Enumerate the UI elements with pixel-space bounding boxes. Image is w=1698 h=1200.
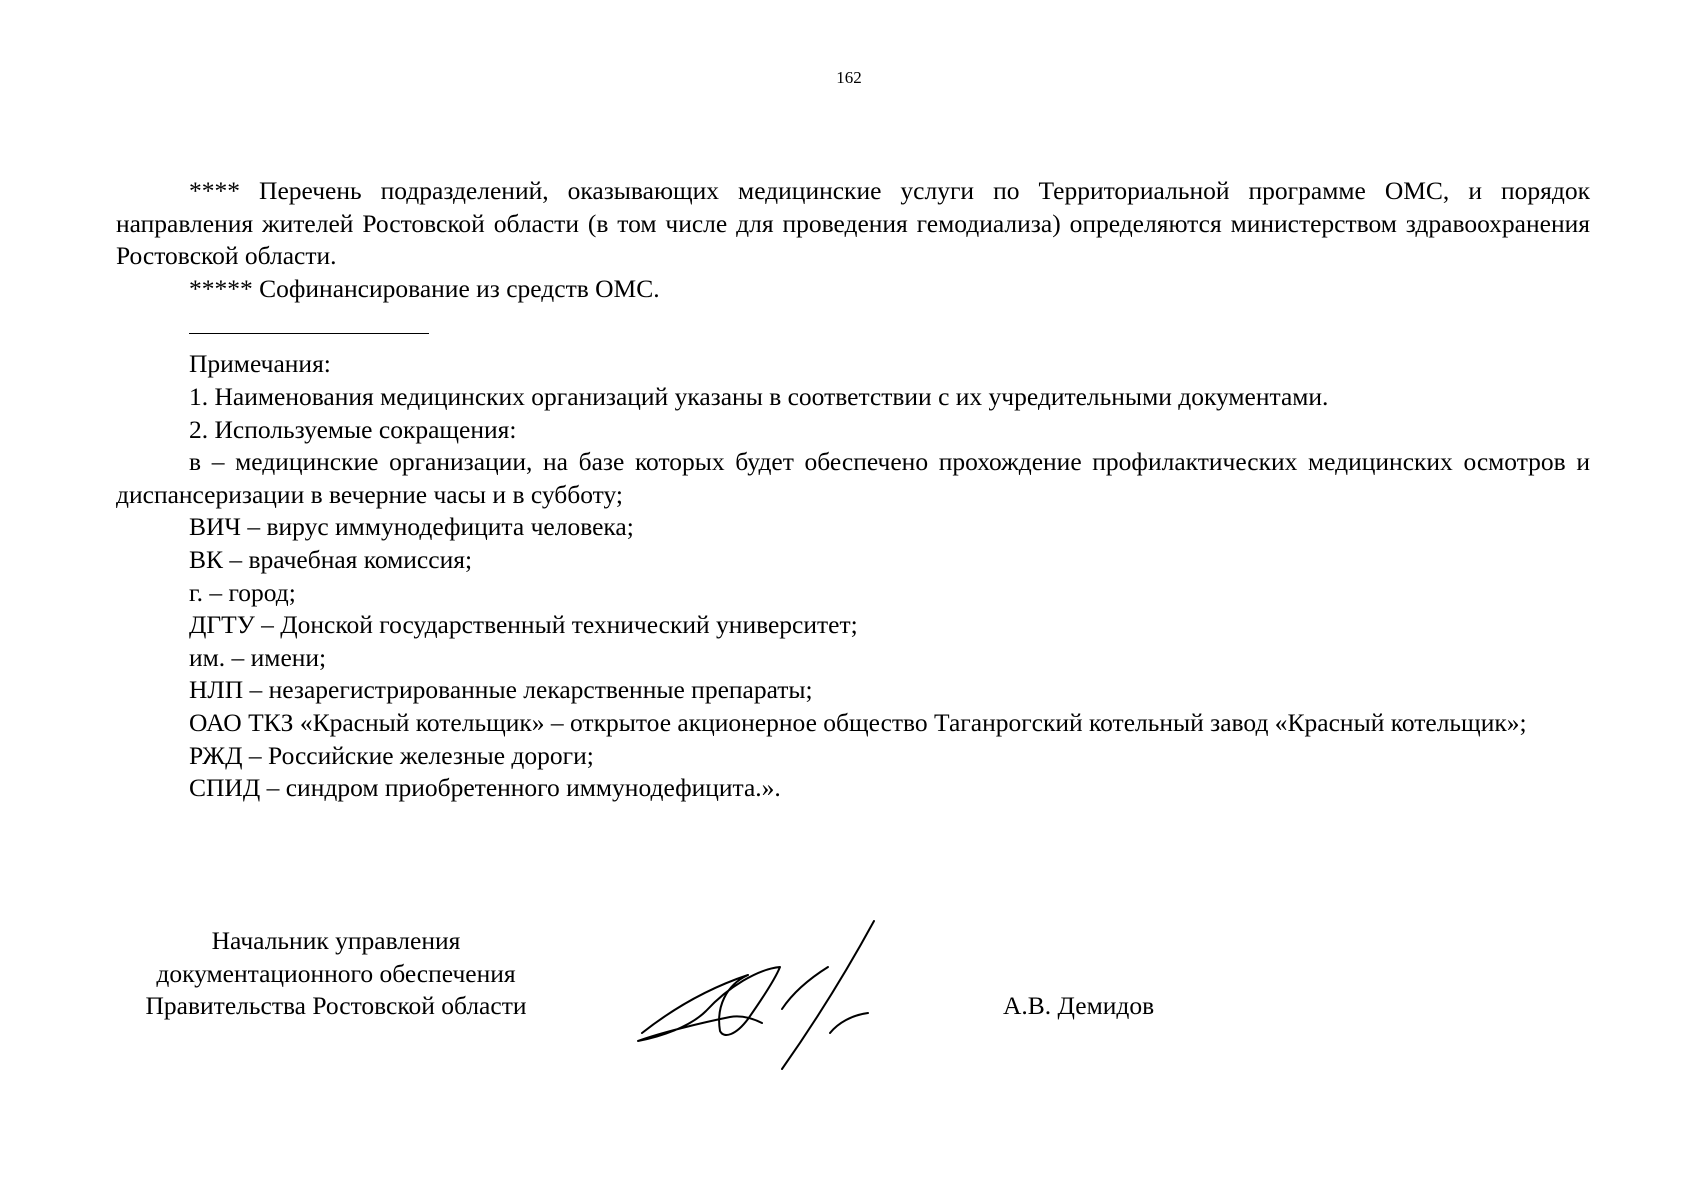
note-item: НЛП – незарегистрированные лекарственные препараты; [189, 675, 813, 705]
note-item: СПИД – синдром приобретенного иммунодефицита.». [189, 773, 781, 803]
note-item: им. – имени; [189, 642, 327, 672]
footnote-cofinancing: ***** Софинансирование из средств ОМС. [189, 273, 660, 303]
note-item: в – медицинские организации, на базе которых будет обеспечено прохождение профилактических медицинских осмотров и диспансеризации в вечерние часы и в субботу; [116, 447, 1590, 509]
signer-title [116, 925, 556, 1023]
page-number: 162 [836, 68, 862, 87]
footnote-omc-departments: **** Перечень подразделений, оказывающих медицинские услуги по Территориальной программе ОМС, и порядок направления жителей Ростовской области (в том числе для проведения гемодиализа) определяются министерством здравоохранения Ростовской области. [116, 176, 1590, 271]
note-item: РЖД – Российские железные дороги; [189, 740, 594, 770]
signer-name: А.В. Демидов [1003, 991, 1155, 1020]
note-item: 1. Наименования медицинских организаций указаны в соответствии с их учредительными документами. [189, 381, 1329, 411]
signer-title-line: Правительства Ростовской области [145, 991, 527, 1021]
document-body [116, 175, 1590, 805]
note-item: 2. Используемые сокращения: [189, 414, 517, 444]
signer-title-line: документационного обеспечения [156, 958, 516, 988]
note-item: ВК – врачебная комиссия; [189, 544, 473, 574]
note-item: ОАО ТКЗ «Красный котельщик» – открытое акционерное общество Таганрогский котельный завод «Красный котельщик»; [189, 707, 1527, 737]
handwritten-signature [630, 915, 930, 1075]
signer-title-line: Начальник управления [211, 926, 461, 955]
notes-heading: Примечания: [189, 349, 331, 379]
note-item: ДГТУ – Донской государственный технический университет; [189, 610, 858, 640]
footnote-separator [189, 333, 429, 334]
note-item: г. – город; [189, 577, 296, 607]
note-item: ВИЧ – вирус иммунодефицита человека; [189, 512, 634, 542]
